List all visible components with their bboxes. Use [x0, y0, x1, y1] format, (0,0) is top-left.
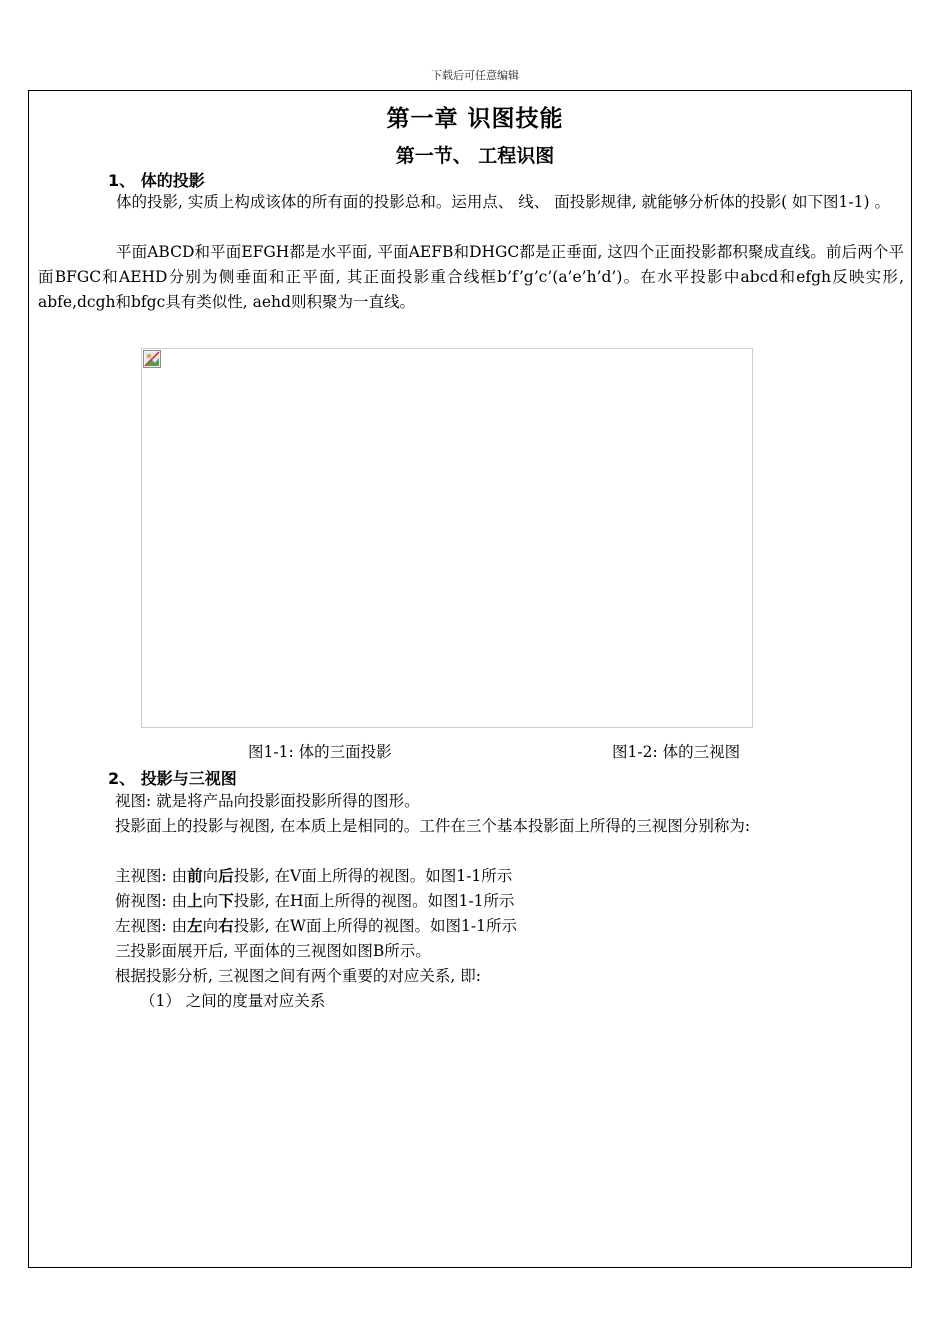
section-title: 第一节、 工程识图 — [395, 145, 555, 167]
left-view-mid: 向 — [202, 917, 219, 935]
list-item-1: （1） 之间的度量对应关系 — [140, 992, 326, 1010]
paragraph-views-intro: 投影面上的投影与视图, 在本质上是相同的。工件在三个基本投影面上所得的三视图分别称为: — [115, 817, 751, 835]
left-view-rest: 投影, 在W面上所得的视图。如图1-1所示 — [233, 917, 517, 935]
heading-body-projection: 1、 体的投影 — [108, 171, 205, 190]
top-view-line — [115, 889, 515, 914]
paragraph-body-projection: 体的投影, 实质上构成该体的所有面的投影总和。运用点、 线、 面投影规律, 就能够分析体的投影( 如下图1-1) 。 — [116, 193, 890, 211]
figure-caption-2: 图1-2: 体的三视图 — [612, 743, 741, 761]
view-definition: 视图: 就是将产品向投影面投影所得的图形。 — [115, 792, 420, 810]
left-view-line — [115, 914, 517, 939]
top-view-label: 俯视图: 由 — [115, 892, 188, 910]
top-view-dir-from: 上 — [187, 892, 203, 910]
analysis-line: 根据投影分析, 三视图之间有两个重要的对应关系, 即: — [115, 967, 481, 985]
unfold-line: 三投影面展开后, 平面体的三视图如图B所示。 — [115, 942, 431, 960]
front-view-label: 主视图: 由 — [115, 867, 188, 885]
figure-image-placeholder — [141, 348, 753, 728]
front-view-rest: 投影, 在V面上所得的视图。如图1-1所示 — [233, 867, 513, 885]
header-note: 下载后可任意编辑 — [431, 69, 519, 82]
front-view-line — [115, 864, 512, 889]
left-view-label: 左视图: 由 — [115, 917, 188, 935]
front-view-dir-to: 后 — [218, 867, 234, 885]
figure-caption-1: 图1-1: 体的三面投影 — [248, 743, 392, 761]
front-view-mid: 向 — [202, 867, 219, 885]
paragraph-plane-analysis: 平面ABCD和平面EFGH都是水平面, 平面AEFB和DHGC都是正垂面, 这四个正面投影都积聚成直线。前后两个平面BFGC和AEHD分别为侧垂面和正平面, 其正面投影重合线框b’f’g’c’(a’e’h’d’)。在水平投影中abcd和efgh反映实形, abfe,dcgh和bfgc具有类似性, aehd则积聚为一直线。 — [38, 243, 904, 311]
top-view-mid: 向 — [202, 892, 219, 910]
left-view-dir-to: 右 — [218, 917, 234, 935]
heading-projection-views: 2、 投影与三视图 — [108, 769, 237, 788]
front-view-dir-from: 前 — [187, 867, 203, 885]
top-view-rest: 投影, 在H面上所得的视图。如图1-1所示 — [233, 892, 515, 910]
left-view-dir-from: 左 — [187, 917, 203, 935]
broken-image-icon — [143, 350, 161, 368]
chapter-title: 第一章 识图技能 — [386, 106, 564, 132]
top-view-dir-to: 下 — [218, 892, 234, 910]
